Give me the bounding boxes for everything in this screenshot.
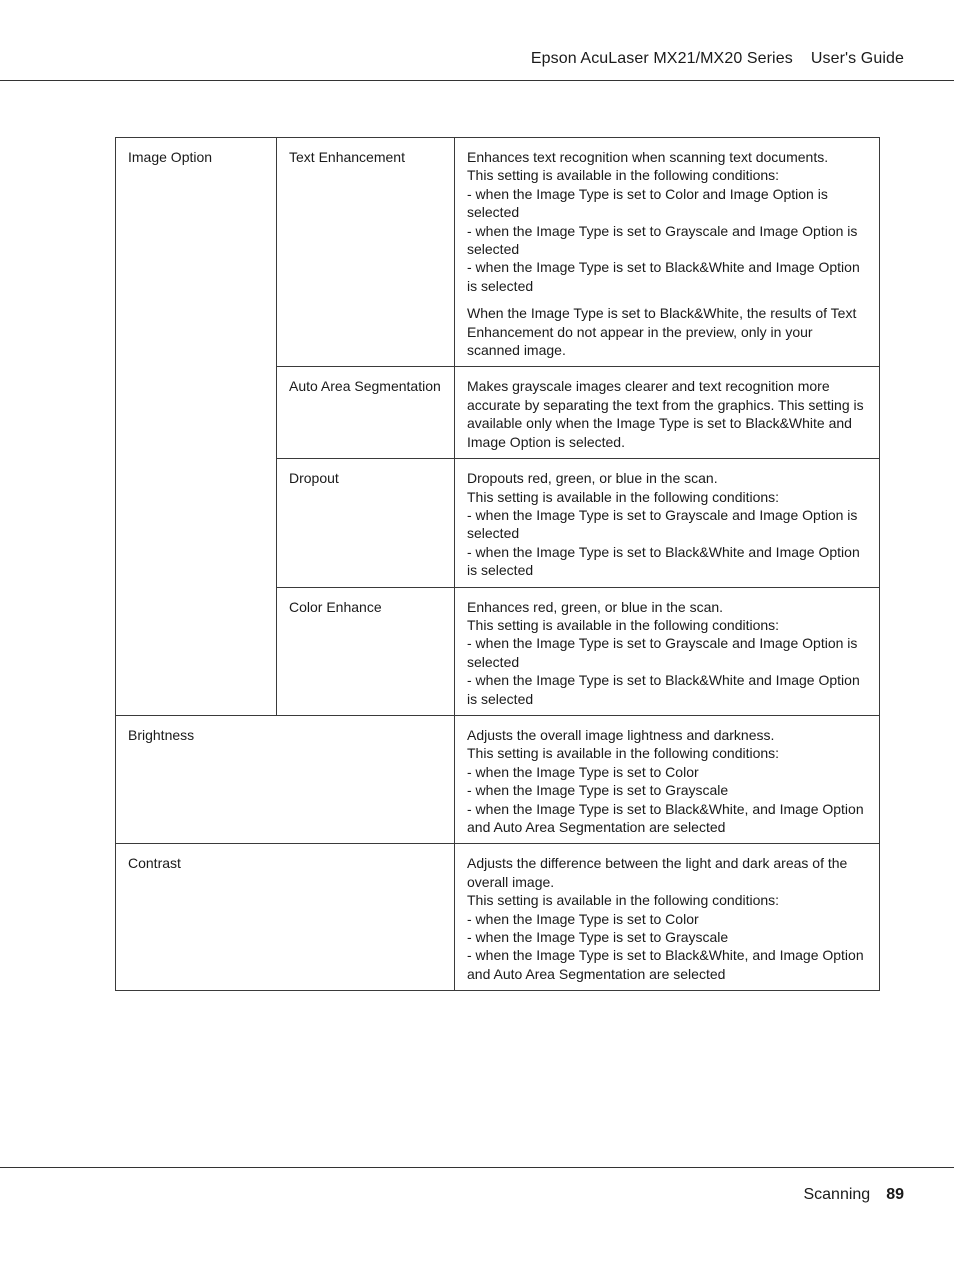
setting-name: Brightness (128, 726, 195, 743)
description-paragraph (467, 304, 867, 359)
description-line: Adjusts the difference between the light and dark areas of the overall image. (467, 855, 848, 890)
description-line: Dropouts red, green, or blue in the scan. (467, 470, 718, 487)
description-line: Adjusts the overall image lightness and darkness. (467, 726, 775, 743)
description-line: - when the Image Type is set to Black&White and Image Option is selected (467, 543, 860, 579)
description-line: - when the Image Type is set to Grayscale (467, 782, 729, 799)
description-line: This setting is available in the following conditions: (467, 892, 780, 909)
description-line: - when the Image Type is set to Color and Image Option is selected (467, 185, 828, 221)
setting-name-cell (277, 459, 455, 587)
description-line: Makes grayscale images clearer and text recognition more accurate by separating the text from the graphics. This setting is available only when the Image Type is set to Black&White and Image Option is selected. (467, 378, 864, 450)
setting-name: Contrast (128, 855, 181, 872)
running-footer (803, 1186, 904, 1204)
setting-name-cell (116, 715, 455, 843)
setting-name-cell (277, 587, 455, 715)
setting-name: Dropout (289, 470, 339, 487)
description-line: Enhances red, green, or blue in the scan. (467, 598, 724, 615)
setting-description (455, 715, 880, 843)
description-paragraph (467, 469, 867, 579)
setting-description (455, 587, 880, 715)
guide-title: User's Guide (810, 50, 904, 67)
table-row (116, 715, 880, 843)
description-line: - when the Image Type is set to Color (467, 910, 699, 927)
setting-description (455, 138, 880, 367)
description-paragraph (467, 854, 867, 983)
description-line: - when the Image Type is set to Grayscale (467, 929, 729, 946)
header-rule (0, 80, 954, 81)
description-line: Enhances text recognition when scanning text documents. (467, 149, 829, 165)
description-paragraph (467, 148, 867, 295)
setting-description (455, 459, 880, 587)
section-name: Scanning (803, 1186, 871, 1203)
setting-name-cell (116, 844, 455, 991)
setting-name: Text Enhancement (289, 149, 405, 165)
setting-name-cell (277, 138, 455, 367)
page-number: 89 (886, 1186, 904, 1203)
settings-table (115, 137, 880, 991)
description-line: - when the Image Type is set to Black&White, and Image Option and Auto Area Segmentation are selected (467, 947, 864, 982)
description-line: This setting is available in the following conditions: (467, 745, 780, 762)
footer-rule (0, 1167, 954, 1168)
setting-name: Color Enhance (289, 598, 382, 615)
product-title: Epson AcuLaser MX21/MX20 Series (530, 50, 793, 67)
description-line: This setting is available in the following conditions: (467, 167, 780, 184)
description-line: When the Image Type is set to Black&White, the results of Text Enhancement do not appear in the preview, only in your scanned image. (467, 305, 857, 359)
description-line: - when the Image Type is set to Black&White and Image Option is selected (467, 259, 860, 294)
description-line: This setting is available in the following conditions: (467, 616, 780, 633)
setting-group-cell (116, 138, 277, 716)
description-line: - when the Image Type is set to Grayscale and Image Option is selected (467, 506, 858, 542)
description-line: - when the Image Type is set to Black&White, and Image Option and Auto Area Segmentation are selected (467, 800, 864, 835)
setting-name-cell (277, 367, 455, 459)
description-paragraph (467, 598, 867, 708)
setting-description (455, 367, 880, 459)
running-header (531, 50, 904, 68)
table-row (116, 844, 880, 991)
description-line: - when the Image Type is set to Grayscale and Image Option is selected (467, 635, 858, 670)
setting-name: Auto Area Segmentation (289, 378, 441, 395)
description-line: This setting is available in the following conditions: (467, 488, 780, 505)
description-line: - when the Image Type is set to Grayscale and Image Option is selected (467, 222, 858, 258)
description-paragraph (467, 377, 867, 451)
setting-description (455, 844, 880, 991)
description-paragraph (467, 726, 867, 836)
description-line: - when the Image Type is set to Black&White and Image Option is selected (467, 672, 860, 707)
setting-group-label: Image Option (128, 149, 213, 165)
table-row (116, 138, 880, 367)
description-line: - when the Image Type is set to Color (467, 763, 699, 780)
